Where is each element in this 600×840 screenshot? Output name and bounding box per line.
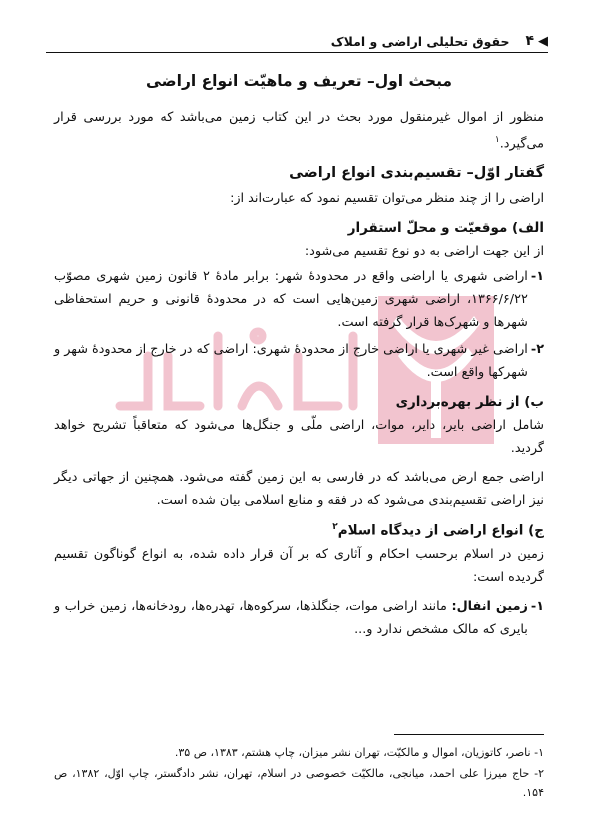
footnote-ref-1: ۱ xyxy=(494,135,500,145)
footnote-1: ۱- ناصر، کاتوزیان، اموال و مالکیّت، تهران نشر میزان، چاپ هشتم، ۱۳۸۳، ص ۳۵. xyxy=(174,746,544,759)
list-label: زمین انفال: xyxy=(451,598,528,614)
list-number: ۱- xyxy=(530,598,544,614)
list-item xyxy=(54,595,544,641)
sub-c-text: زمین در اسلام برحسب احکام و آثاری که بر آن قرار داده شده، به انواع گوناگون تقسیم گردیده است: xyxy=(54,546,544,585)
sub-a-intro: از این جهت اراضی به دو نوع تقسیم می‌شود: xyxy=(304,244,544,260)
footnotes xyxy=(54,734,544,804)
sub-b-title: ب) از نظر بهره‌برداری xyxy=(395,394,544,411)
list-item xyxy=(54,265,544,334)
running-head-title: حقوق تحلیلی اراضی و املاک xyxy=(330,33,510,49)
chapter-title: گفتار اوّل– تقسیم‌بندی انواع اراضی xyxy=(289,165,544,182)
sub-a-title: الف) موقعیّت و محلّ استقرار xyxy=(347,220,544,237)
list-text: اراضی غیر شهری یا اراضی خارج از محدودهٔ شهری: اراضی که در خارج از محدودهٔ شهر و شهرکها واقع است. xyxy=(54,342,528,381)
footnote-2: ۲- حاج میرزا علی احمد، میانجی، مالکیّت خصوصی در اسلام، تهران، نشر دادگستر، چاپ اوّل، ۱۳۸۲، ص ۱۵۴. xyxy=(54,767,544,799)
page-number: ۴ xyxy=(525,33,534,49)
triangle-marker-icon: ◀ xyxy=(538,33,548,49)
footnote-divider xyxy=(394,734,544,735)
footnote-ref-2: ۲ xyxy=(332,522,338,533)
page-content xyxy=(54,58,544,645)
sub-c-title xyxy=(54,522,544,539)
section-title: مبحث اول– تعریف و ماهیّت انواع اراضی xyxy=(145,72,452,90)
list-number: ۲- xyxy=(530,342,544,358)
list-number: ۱- xyxy=(530,269,544,285)
intro-text: منظور از اموال غیرمنقول مورد بحث در این کتاب زمین می‌باشد که مورد بررسی قرار می‌گیرد. xyxy=(54,110,544,152)
list-item xyxy=(54,338,544,384)
chapter-intro: اراضی را از چند منظر می‌توان تقسیم نمود که عبارت‌اند از: xyxy=(230,191,544,207)
sub-c-title-text: ج) انواع اراضی از دیدگاه اسلام xyxy=(337,522,544,539)
list-text: اراضی شهری یا اراضی واقع در محدودهٔ شهر: برابر مادهٔ ۲ قانون زمین شهری مصوّب ۱۳۶۶/۶/۲۲، اراضی شهری زمین‌هایی است که در محدودهٔ قانونی و حریم استحفاظی شهرها و شهرک‌ها قرار گرفته است. xyxy=(54,269,528,331)
sub-b-text: شامل اراضی بایر، دایر، موات، اراضی ملّی و جنگل‌ها می‌شود که متعاقباً تشریح خواهد گردید. xyxy=(54,418,544,457)
list-body: مانند اراضی موات، جنگلذها، سرکوه‌ها، تهدره‌ها، رودخانه‌ها، زمین خراب و بایری که مالک مشخص ندارد و... xyxy=(54,598,528,637)
running-head xyxy=(46,30,548,53)
sub-b-text-2: اراضی جمع ارض می‌باشد که در فارسی به این زمین گفته می‌شود. همچنین از جهاتی دیگر نیز اراضی تقسیم‌بندی می‌شود که در فقه و منابع اسلامی بیان شده است. xyxy=(54,470,544,509)
intro-paragraph xyxy=(54,106,544,155)
list-text xyxy=(54,595,528,641)
